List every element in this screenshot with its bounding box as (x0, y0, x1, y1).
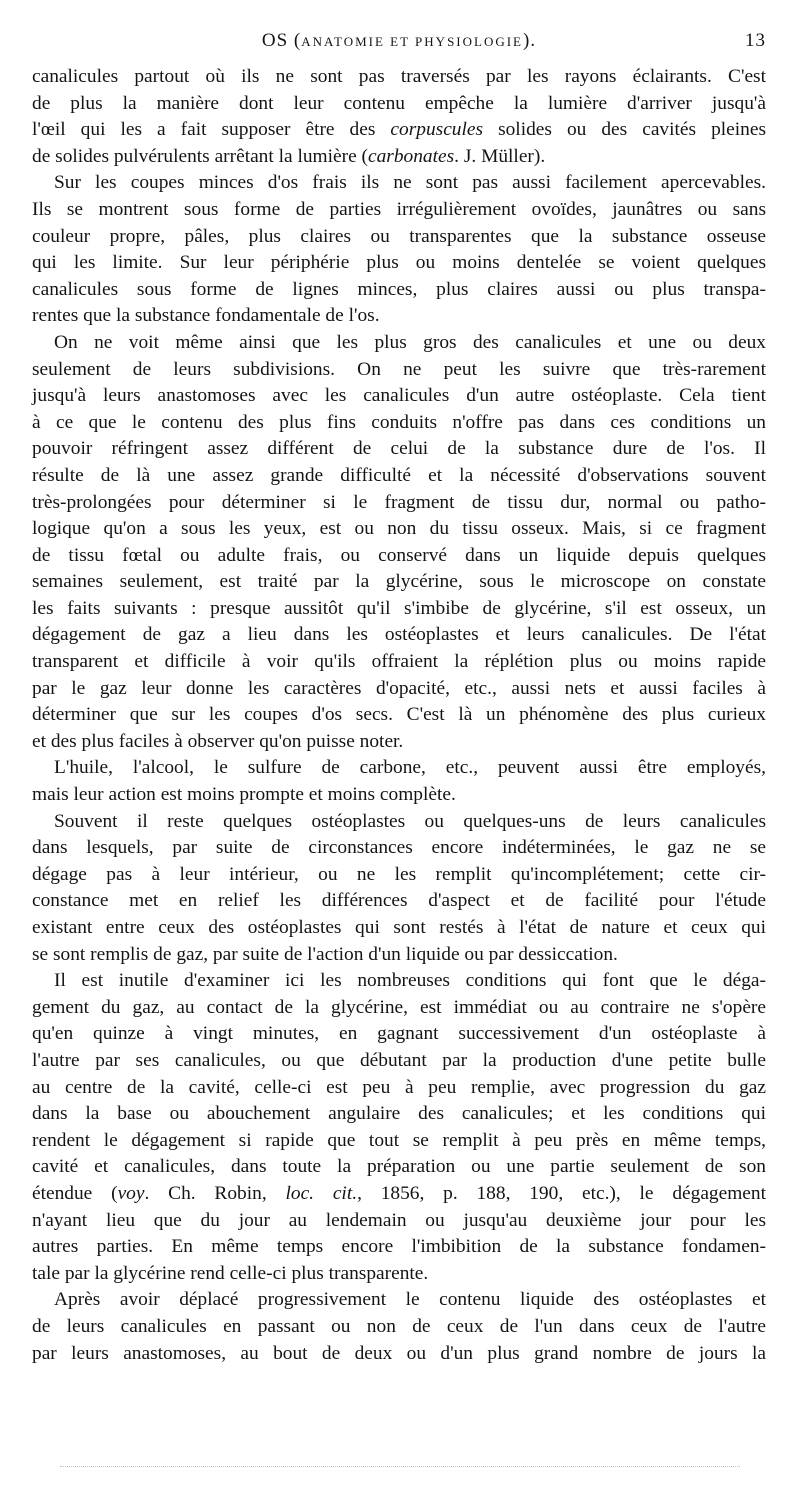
text-line: dégage pas à leur intérieur, ou ne les remplit qu'incomplétement; cette cir- (32, 863, 766, 885)
paragraph (32, 64, 766, 170)
running-title (262, 30, 536, 52)
text-line: de tissu fœtal ou adulte frais, ou conservé dans un liquide depuis quelques (32, 544, 766, 566)
text-line: couleur propre, pâles, plus claires ou transparentes que la substance osseuse (32, 225, 766, 247)
paragraph (32, 170, 766, 330)
text-line: Ils se montrent sous forme de parties irrégulièrement ovoïdes, jaunâtres ou sans (32, 198, 766, 220)
text-line: qui les limite. Sur leur périphérie plus ou moins dentelée se voient quelques (32, 252, 766, 274)
text-line: l'autre par ses canalicules, ou que débutant par la production d'une petite bulle (32, 1049, 766, 1071)
text-line: tale par la glycérine rend celle-ci plus transparente. (32, 1262, 429, 1284)
text-line: résulte de là une assez grande difficulté et la nécessité d'observations souvent (32, 464, 766, 486)
text-line: On ne voit même ainsi que les plus gros des canalicules et une ou deux (54, 331, 766, 353)
text-line: Après avoir déplacé progressivement le contenu liquide des ostéoplastes et (54, 1289, 766, 1311)
paragraph (32, 330, 766, 756)
text-line: par le gaz leur donne les caractères d'opacité, etc., aussi nets et aussi faciles à (32, 677, 766, 699)
text-line: canalicules partout où ils ne sont pas traversés par les rayons éclairants. C'est (32, 66, 766, 87)
text-line: n'ayant lieu que du jour au lendemain ou jusqu'au deuxième jour pour les (32, 1209, 766, 1231)
text-line: de plus la manière dont leur contenu empêche la lumière d'arriver jusqu'à (32, 92, 766, 114)
paragraph (32, 809, 766, 969)
text-line: étendue (voy. Ch. Robin, loc. cit., 1856, p. 188, 190, etc.), le dégagement (32, 1182, 766, 1204)
text-line: autres parties. En même temps encore l'imbibition de la substance fondamen- (32, 1236, 766, 1258)
text-line: existant entre ceux des ostéoplastes qui sont restés à l'état de nature et ceux qui (32, 917, 766, 938)
text-line: très-prolongées pour déterminer si le fragment de tissu dur, normal ou patho- (32, 491, 766, 513)
text-line: mais leur action est moins prompte et moins complète. (32, 784, 456, 806)
text-line: pouvoir réfringent assez différent de celui de la substance dure de l'os. Il (32, 438, 766, 460)
running-title-main: OS ( (261, 30, 302, 51)
running-header (32, 30, 766, 54)
text-line: gement du gaz, au contact de la glycérine, est immédiat ou au contraire ne s'opère (32, 996, 766, 1018)
text-line: rendent le dégagement si rapide que tout se remplit à peu près en même temps, (32, 1129, 766, 1151)
paragraph (32, 755, 766, 808)
text-line: canalicules sous forme de lignes minces, plus claires aussi ou plus transpa- (32, 278, 766, 300)
text-line: les faits suivants : presque aussitôt qu'il s'imbibe de glycérine, s'il est osseux, un (32, 597, 766, 619)
paragraph (32, 968, 766, 1287)
text-line: seulement de leurs subdivisions. On ne peut les suivre que très-rarement (32, 358, 766, 380)
text-line: Il est inutile d'examiner ici les nombreuses conditions qui font que le déga- (54, 970, 766, 992)
text-line: de leurs canalicules en passant ou non de ceux de l'un dans ceux de l'autre (32, 1315, 766, 1337)
text-line: rentes que la substance fondamentale de l'os. (32, 305, 380, 327)
text-line: se sont remplis de gaz, par suite de l'action d'un liquide ou par dessiccation. (32, 943, 618, 965)
text-line: à ce que le contenu des plus fins conduits n'offre pas dans ces conditions un (32, 411, 766, 433)
text-line: au centre de la cavité, celle-ci est peu à peu remplie, avec progression du gaz (32, 1076, 766, 1098)
text-line: qu'en quinze à vingt minutes, en gagnant successivement d'un ostéoplaste à (32, 1023, 766, 1045)
text-line: par leurs anastomoses, au bout de deux ou d'un plus grand nombre de jours la (32, 1342, 766, 1364)
document-page (32, 30, 766, 1367)
text-line: jusqu'à leurs anastomoses avec les canalicules d'un autre ostéoplaste. Cela tient (32, 385, 766, 407)
text-line: logique qu'on a sous les yeux, est ou non du tissu osseux. Mais, si ce fragment (32, 518, 766, 540)
running-title-end: ). (523, 30, 537, 51)
text-line: dans la base ou abouchement angulaire des canalicules; et les conditions qui (32, 1103, 766, 1125)
text-line: semaines seulement, est traité par la glycérine, sous le microscope on constate (32, 571, 766, 593)
paragraph (32, 1287, 766, 1367)
text-line: déterminer que sur les coupes d'os secs. C'est là un phénomène des plus curieux (32, 704, 766, 726)
bottom-scan-edge (60, 1466, 740, 1467)
text-line: cavité et canalicules, dans toute la préparation ou une partie seulement de son (32, 1156, 766, 1178)
body-text (32, 64, 766, 1367)
text-line: et des plus faciles à observer qu'on puisse noter. (32, 730, 404, 752)
page-number: 13 (745, 30, 766, 51)
text-line: Sur les coupes minces d'os frais ils ne sont pas aussi facilement apercevables. (54, 172, 766, 194)
text-line: Souvent il reste quelques ostéoplastes ou quelques-uns de leurs canalicules (54, 810, 766, 832)
text-line: L'huile, l'alcool, le sulfure de carbone, etc., peuvent aussi être employés, (54, 757, 766, 779)
text-line: transparent et difficile à voir qu'ils offraient la réplétion plus ou moins rapide (32, 651, 766, 673)
text-line: de solides pulvérulents arrêtant la lumière (carbonates. J. Müller). (32, 145, 546, 167)
text-line: dégagement de gaz a lieu dans les ostéoplastes et leurs canalicules. De l'état (32, 624, 766, 646)
text-line: constance met en relief les différences d'aspect et de facilité pour l'étude (32, 890, 766, 912)
text-line: dans lesquels, par suite de circonstances encore indéterminées, le gaz ne se (32, 837, 766, 859)
text-line: l'œil qui les a fait supposer être des corpuscules solides ou des cavités pleines (32, 119, 766, 141)
running-title-small-caps: ANATOMIE ET PHYSIOLOGIE (301, 34, 524, 49)
